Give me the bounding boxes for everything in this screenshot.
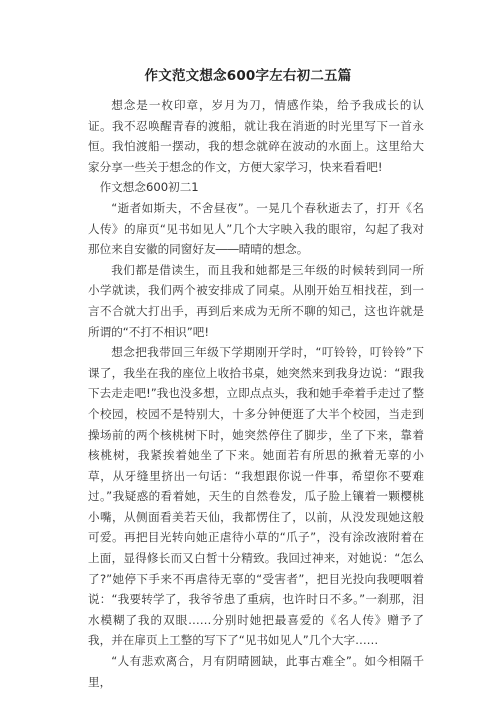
body-paragraph: 我们都是借读生，而且我和她都是三年级的时候转到同一所小学就读，我们两个被安排成了同桌。从刚开始互相找茬，到一言不合就大打出手，再到后来成为无所不聊的知己，这也许就是所谓的“不打不相识”吧!: [88, 262, 424, 339]
page-title: 作文范文想念600字左右初二五篇: [144, 68, 352, 84]
body-paragraph: “人有悲欢离合，月有阴晴圆缺，此事古难全”。如今相隔千里，: [88, 654, 424, 689]
body-paragraph: 想念把我带回三年级下学期刚开学时，“叮铃铃，叮铃铃”下课了，我坐在我的座位上收拾书桌，她突然来到我身边说：“跟我下去走走吧!”我也没多想，立即点点头，我和她手牵着手走过了整个校园，校园不是特别大，十多分钟便逛了大半个校园，当走到操场前的两个核桃树下时，她突然停住了脚步，坐了下来，靠着核桃树，我紧挨着她坐了下来。她面若有所思的揪着无辜的小草，从牙缝里挤出一句话：“我想跟你说一件事，希望你不要难过。”我疑惑的看着她，天生的自然卷发，瓜子脸上镶着一颗樱桃小嘴，从侧面看美若天仙，我都愣住了，以前，从没发现她这般可爱。再把目光转向她正虐待小草的“爪子”，没有涂改液附着在上面，显得修长而又白皙十分精致。我回过神来，对她说：“怎么了?”她停下手来不再虐待无辜的“受害者”，把目光投向我哽咽着说：“我要转学了，我爷爷患了重病，也许时日不多。”一刹那，泪水模糊了我的双眼……分别时她把最喜爱的《名人传》赠予了我，并在扉页上工整的写下了“见书如见人”几个大字……: [88, 345, 424, 648]
section-heading: 作文想念600初二1: [99, 180, 199, 195]
body-paragraph: “逝者如斯夫，不舍昼夜”。一晃几个春秋逝去了，打开《名人传》的扉页“见书如见人”几个大字映入我的眼帘，勾起了我对那位来自安徽的同窗好友――晴晴的想念。: [88, 200, 424, 257]
intro-paragraph: 想念是一枚印章，岁月为刀，情感作染，给予我成长的认证。我不忍唤醒青春的渡船，就让我在消逝的时光里写下一首永恒。我怕渡船一摆动，我的想念就碎在波动的水面上。这里给大家分享一些关于想念的作文，方便大家学习，快来看看吧!: [88, 98, 424, 174]
article-body: [88, 95, 424, 692]
